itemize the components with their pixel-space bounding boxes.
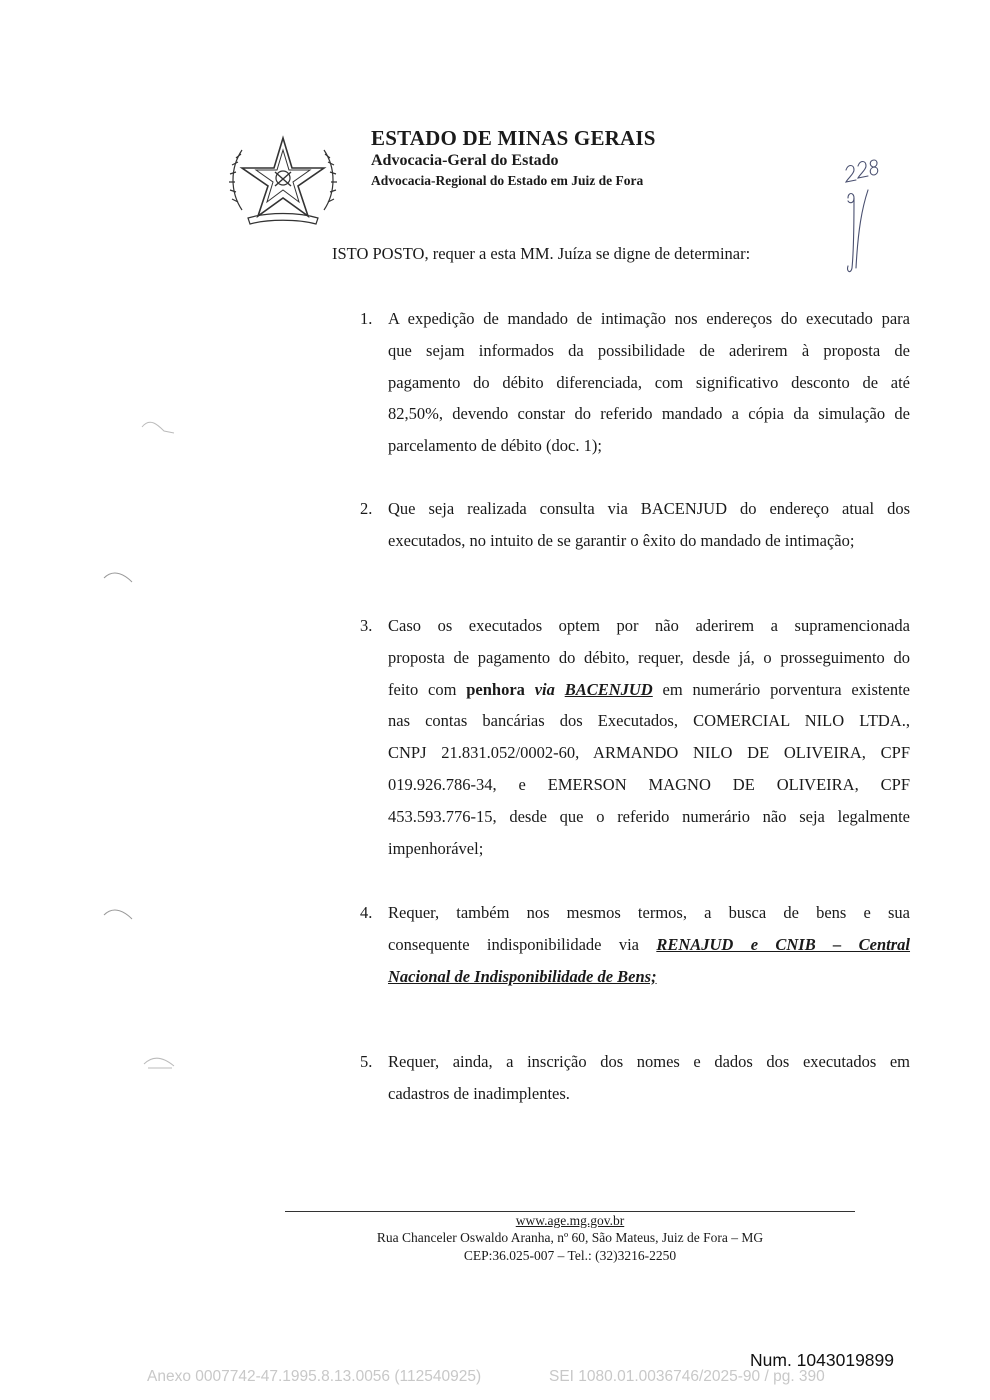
list-item-text [388, 897, 910, 992]
text-fragment: feito com [388, 679, 467, 699]
text-line: Caso os executados optem por não aderirem a supramencionada [388, 616, 910, 635]
text-line: CNPJ 21.831.052/0002-60, ARMANDO NILO DE OLIVEIRA, CPF [388, 743, 910, 763]
document-number-stamp: Num. 1043019899 [750, 1350, 894, 1370]
scan-artifact-mark [102, 905, 136, 921]
text-line: 019.926.786-34, e EMERSON MAGNO DE OLIVEIRA, CPF [388, 774, 910, 794]
header-subtitle-regional: Advocacia-Regional do Estado em Juiz de Fora [371, 173, 644, 188]
text-line: 453.593.776-15, desde que o referido numerário não seja legalmente [388, 806, 910, 826]
footer-contact: CEP:36.025-007 – Tel.: (32)3216-2250 [463, 1248, 677, 1263]
header-subtitle: Advocacia-Geral do Estado [371, 152, 559, 169]
emphasis-underlined: BACENJUD [564, 679, 653, 699]
text-fragment: em numerário porventura existente [652, 679, 910, 699]
text-line: nas contas bancárias dos Executados, COMERCIAL NILO LTDA., [388, 711, 910, 731]
emphasis-underlined: Nacional de Indisponibilidade de Bens; [388, 966, 657, 986]
footer-website: www.age.mg.gov.br [515, 1213, 625, 1228]
text-line [388, 929, 910, 961]
footer-divider [285, 1211, 855, 1212]
text-line: parcelamento de débito (doc. 1); [388, 436, 602, 456]
list-item-number: 3. [360, 616, 373, 635]
emphasis-underlined: RENAJUD e CNIB – Central [656, 934, 911, 954]
anexo-reference: Anexo 0007742-47.1995.8.13.0056 (112540925) [147, 1368, 482, 1385]
text-line: 82,50%, devendo constar do referido mandado a cópia da simulação de [388, 404, 910, 424]
emphasis-italic: via [534, 679, 555, 699]
emphasis-bold: penhora [466, 679, 525, 699]
text-line: Que seja realizada consulta via BACENJUD do endereço atual dos [388, 499, 910, 518]
list-item-number: 1. [360, 309, 373, 328]
text-line: Requer, ainda, a inscrição dos nomes e dados dos executados em [388, 1052, 910, 1071]
sei-reference: SEI 1080.01.0036746/2025-90 / pg. 390 [549, 1368, 825, 1385]
minas-gerais-coat-of-arms-icon [228, 132, 338, 228]
footer-address: Rua Chanceler Oswaldo Aranha, nº 60, São Mateus, Juiz de Fora – MG [376, 1230, 764, 1245]
list-item-number: 2. [360, 499, 373, 518]
text-line: cadastros de inadimplentes. [388, 1083, 570, 1103]
text-line: impenhorável; [388, 838, 484, 858]
text-line: Requer, também nos mesmos termos, a busca de bens e sua [388, 903, 910, 922]
list-item-number: 4. [360, 903, 373, 922]
list-item-text [388, 493, 910, 557]
text-line: executados, no intuito de se garantir o êxito do mandado de intimação; [388, 530, 855, 550]
text-line: proposta de pagamento do débito, requer, desde já, o prosseguimento do [388, 647, 910, 667]
list-item-text [388, 610, 910, 864]
scan-artifact-mark [140, 415, 180, 435]
scan-artifact-mark [102, 568, 136, 584]
list-item-number: 5. [360, 1052, 373, 1071]
text-line: pagamento do débito diferenciada, com significativo desconto de até [388, 372, 910, 392]
list-item-text [388, 303, 910, 462]
text-line: A expedição de mandado de intimação nos endereços do executado para [388, 309, 910, 328]
text-fragment: consequente indisponibilidade via [388, 934, 657, 954]
text-line [388, 674, 910, 706]
handwritten-note-mark [838, 150, 898, 280]
intro-paragraph: ISTO POSTO, requer a esta MM. Juíza se digne de determinar: [332, 244, 751, 263]
scan-artifact-mark [140, 1052, 180, 1072]
text-line: que sejam informados da possibilidade de aderirem à proposta de [388, 340, 910, 360]
list-item-text [388, 1046, 910, 1110]
header-title: ESTADO DE MINAS GERAIS [371, 126, 656, 150]
